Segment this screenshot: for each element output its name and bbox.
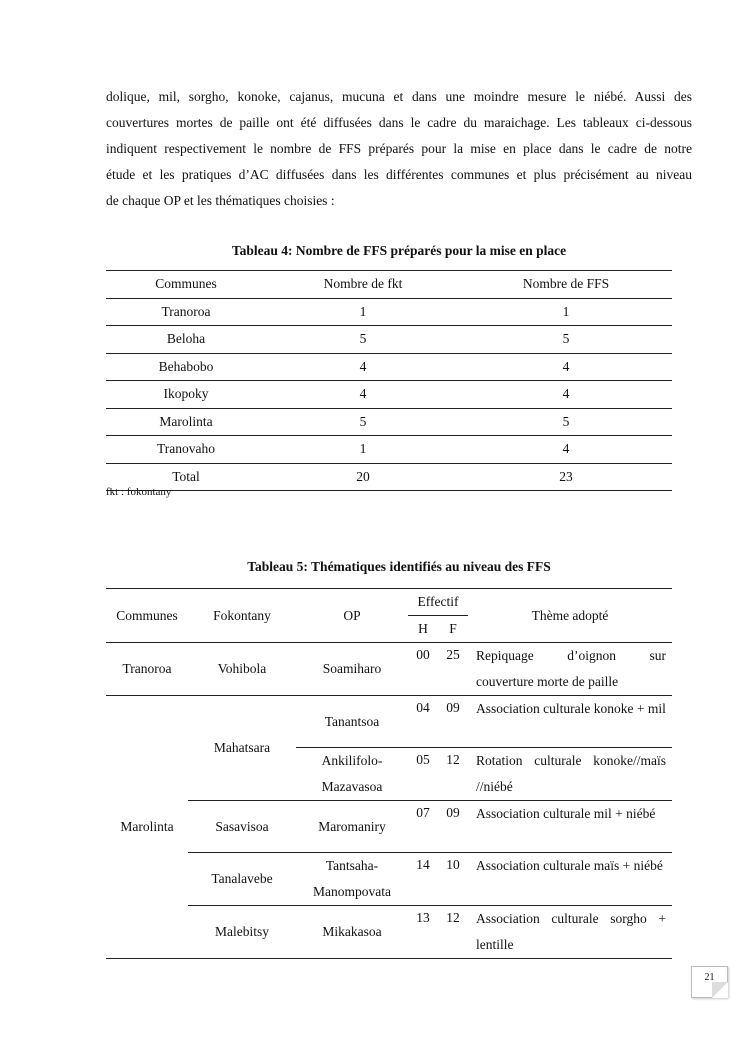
page-number: [691, 966, 728, 998]
header-cell: Fokontany: [188, 589, 296, 643]
header-cell: Nombre de fkt: [266, 271, 460, 299]
table-cell: 1: [460, 298, 672, 326]
table-cell: Ikopoky: [106, 381, 266, 409]
table-row: [106, 326, 672, 354]
table-cell: 4: [460, 381, 672, 409]
table-cell: 4: [266, 381, 460, 409]
header-cell: Nombre de FFS: [460, 271, 672, 299]
table-cell: 10: [438, 853, 468, 906]
table-cell: 4: [266, 353, 460, 381]
table-cell: 4: [460, 436, 672, 464]
table-cell: 00: [408, 643, 438, 696]
paragraph-line: indiquent respectivement le nombre de FFS préparés pour la mise en place dans le cadre de notre: [106, 141, 692, 156]
table-cell: Repiquage d’oignon sur couverture morte de paille: [468, 643, 672, 696]
table-cell: Tranoroa: [106, 298, 266, 326]
table-cell: Tantsaha-Manompovata: [296, 853, 408, 906]
table-cell: 12: [438, 748, 468, 801]
table-cell: Beloha: [106, 326, 266, 354]
header-cell: F: [438, 616, 468, 643]
table-cell: Sasavisoa: [188, 801, 296, 853]
table-cell: Association culturale maïs + niébé: [468, 853, 672, 906]
table-cell: Total: [106, 463, 266, 491]
header-cell: Communes: [106, 589, 188, 643]
table4: [106, 270, 672, 491]
paragraph-line: dolique, mil, sorgho, konoke, cajanus, mucuna et dans une moindre mesure le niébé. Aussi des: [106, 89, 692, 104]
table-row: [106, 353, 672, 381]
table-cell: Association culturale mil + niébé: [468, 801, 672, 853]
table-row: [106, 408, 672, 436]
table-row: [106, 696, 672, 748]
table-cell: Malebitsy: [188, 906, 296, 959]
table-cell: 5: [460, 408, 672, 436]
header-cell: Thème adopté: [468, 589, 672, 643]
table-cell: 1: [266, 298, 460, 326]
table-cell: 1: [266, 436, 460, 464]
table-cell: Tranoroa: [106, 643, 188, 696]
table-cell: Maromaniry: [296, 801, 408, 853]
paragraph-line: de chaque OP et les thématiques choisies :: [106, 193, 335, 208]
table-cell: Association culturale konoke + mil: [468, 696, 672, 748]
table-cell: 5: [460, 326, 672, 354]
table-row: [106, 906, 672, 959]
table-cell: Behabobo: [106, 353, 266, 381]
table-cell: 04: [408, 696, 438, 748]
header-cell: OP: [296, 589, 408, 643]
table-header-row: [106, 589, 672, 616]
table4-caption: Tableau 4: Nombre de FFS préparés pour la mise en place: [231, 243, 567, 258]
table-cell: Tranovaho: [106, 436, 266, 464]
table-cell: Vohibola: [188, 643, 296, 696]
table-row: [106, 853, 672, 906]
table4-footnote: fkt : fokontany: [106, 486, 172, 498]
header-cell: Communes: [106, 271, 266, 299]
table-cell: Soamiharo: [296, 643, 408, 696]
paragraph-line: couvertures mortes de paille ont été diffusées dans le cadre du maraichage. Les tableaux ci-dessous: [106, 115, 692, 130]
table-cell: Mikakasoa: [296, 906, 408, 959]
table-cell: 12: [438, 906, 468, 959]
table-cell: Association culturale sorgho + lentille: [468, 906, 672, 959]
table-cell: 25: [438, 643, 468, 696]
page-curl-icon: [712, 982, 728, 998]
table-cell: 09: [438, 801, 468, 853]
table-cell: Ankilifolo-Mazavasoa: [296, 748, 408, 801]
header-cell: Effectif: [408, 589, 468, 616]
table-row: [106, 381, 672, 409]
body-paragraph: [106, 84, 692, 214]
table-total-row: [106, 463, 672, 491]
table-row: [106, 298, 672, 326]
table-cell: 23: [460, 463, 672, 491]
table-cell: 13: [408, 906, 438, 959]
table-cell: Marolinta: [106, 696, 188, 959]
table-cell: Tanalavebe: [188, 853, 296, 906]
table-row: [106, 436, 672, 464]
table-row: [106, 643, 672, 696]
table5: [106, 588, 672, 959]
table5-caption: Tableau 5: Thématiques identifiés au niveau des FFS: [247, 559, 551, 574]
table-cell: 09: [438, 696, 468, 748]
table-cell: 20: [266, 463, 460, 491]
paragraph-line: étude et les pratiques d’AC diffusées dans les différentes communes et plus précisément au niveau: [106, 167, 692, 182]
table-cell: 4: [460, 353, 672, 381]
table-cell: 5: [266, 408, 460, 436]
table-cell: 07: [408, 801, 438, 853]
table-cell: 05: [408, 748, 438, 801]
table-header-row: [106, 271, 672, 299]
header-cell: H: [408, 616, 438, 643]
table-cell: Rotation culturale konoke//maïs //niébé: [468, 748, 672, 801]
table-cell: Tanantsoa: [296, 696, 408, 748]
table-cell: 14: [408, 853, 438, 906]
table-cell: Marolinta: [106, 408, 266, 436]
page-number-text: 21: [704, 972, 715, 983]
table-cell: 5: [266, 326, 460, 354]
table-row: [106, 801, 672, 853]
table-cell: Mahatsara: [188, 696, 296, 801]
